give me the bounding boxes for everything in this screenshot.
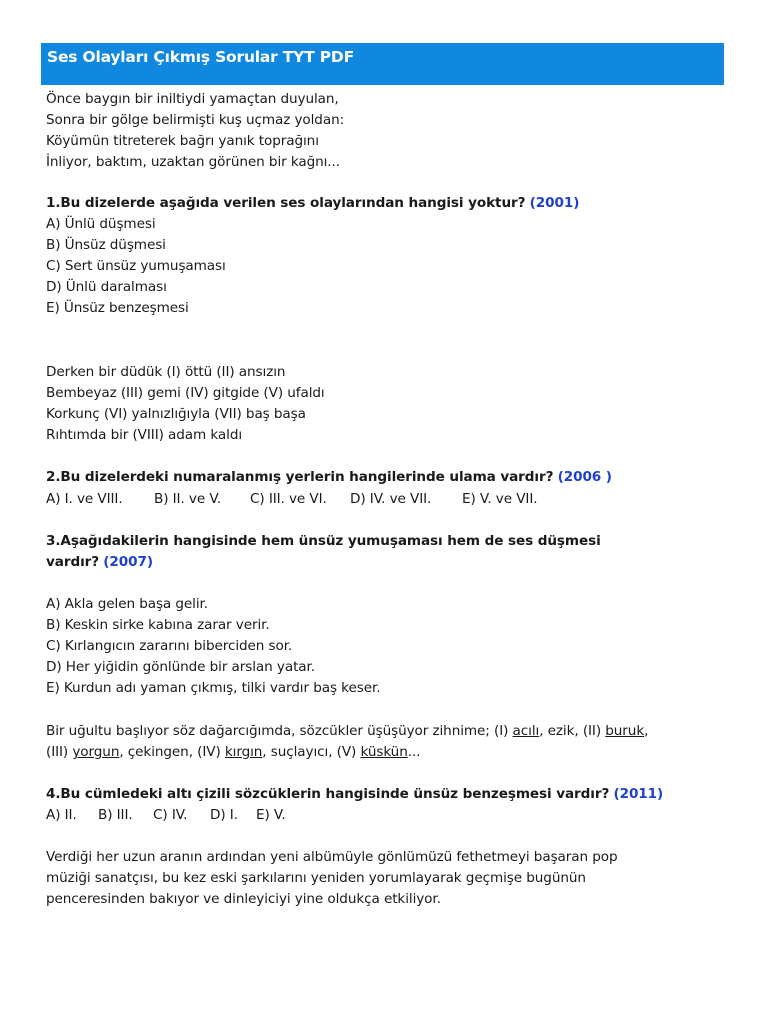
answer-option: A) Ünlü düşmesi [46,216,156,232]
question-4-text: 4.Bu cümledeki altı çizili sözcüklerin hangisinde ünsüz benzeşmesi vardır? [46,786,610,802]
question-3-line-2 [46,552,153,572]
passage-5-line: müziği sanatçısı, bu kez eski şarkılarını yeniden yorumlayarak geçmişe bugünün [46,870,586,886]
poem2-line: Derken bir düdük (I) öttü (II) ansızın [46,364,286,380]
answer-option: E) V. [256,807,286,823]
question-1 [46,193,579,213]
poem1-line: Köyümün titreterek bağrı yanık toprağını [46,133,319,149]
question-2-text: 2.Bu dizelerdeki numaralanmış yerlerin hangilerinde ulama vardır? [46,469,554,485]
question-1-text: 1.Bu dizelerde aşağıda verilen ses olaylarından hangisi yoktur? [46,195,526,211]
passage-text: , çekingen, (IV) [119,744,225,760]
question-3-line-1 [46,531,601,551]
answer-option: A) I. ve VIII. [46,491,123,507]
question-3-year: (2007) [103,554,153,570]
answer-option: E) Ünsüz benzeşmesi [46,300,189,316]
passage-text: , [644,723,649,739]
question-3-text: vardır? [46,554,100,570]
underlined-word: yorgun [72,744,120,760]
passage-text: , ezik, (II) [539,723,606,739]
question-4-options [46,805,286,825]
answer-option: B) Keskin sirke kabına zarar verir. [46,617,270,633]
question-1-year: (2001) [529,195,580,211]
answer-option: C) Sert ünsüz yumuşaması [46,258,226,274]
answer-option: E) Kurdun adı yaman çıkmış, tilki vardır baş keser. [46,680,381,696]
passage-text: Bir uğultu başlıyor söz dağarcığımda, sözcükler üşüşüyor zihnime; (I) [46,723,513,739]
question-2 [46,467,612,487]
answer-option: B) II. ve V. [154,491,222,507]
question-3-text: 3.Aşağıdakilerin hangisinde hem ünsüz yumuşaması hem de ses düşmesi [46,533,601,549]
answer-option: C) III. ve VI. [250,491,327,507]
passage-text: , suçlayıcı, (V) [262,744,361,760]
answer-option: D) I. [210,807,238,823]
question-4-year: (2011) [613,786,664,802]
passage-4-line-1 [46,721,648,741]
underlined-word: buruk [605,723,645,739]
passage-text: (III) [46,744,73,760]
question-2-year: (2006 ) [557,469,612,485]
passage-text: ... [407,744,421,760]
poem1-line: İnliyor, baktım, uzaktan görünen bir kağnı... [46,154,340,170]
answer-option: A) Akla gelen başa gelir. [46,596,208,612]
answer-option: D) IV. ve VII. [350,491,432,507]
passage-5-line: Verdiği her uzun aranın ardından yeni albümüyle gönlümüzü fethetmeyi başaran pop [46,849,618,865]
answer-option: E) V. ve VII. [462,491,538,507]
poem1-line: Sonra bir gölge belirmişti kuş uçmaz yoldan: [46,112,345,128]
underlined-word: kırgın [224,744,263,760]
poem1-line: Önce baygın bir iniltiydi yamaçtan duyulan, [46,91,339,107]
question-2-options [46,489,537,509]
answer-option: B) Ünsüz düşmesi [46,237,166,253]
page-title: Ses Olayları Çıkmış Sorular TYT PDF [47,48,354,66]
answer-option: C) Kırlangıcın zararını biberciden sor. [46,638,293,654]
underlined-word: acılı [512,723,540,739]
poem2-line: Bembeyaz (III) gemi (IV) gitgide (V) ufaldı [46,385,325,401]
passage-5-line: penceresinden bakıyor ve dinleyiciyi yine oldukça etkiliyor. [46,891,441,907]
answer-option: A) II. [46,807,77,823]
poem2-line: Rıhtımda bir (VIII) adam kaldı [46,427,243,443]
passage-4-line-2 [46,742,420,762]
answer-option: C) IV. [153,807,188,823]
title-banner [41,43,724,85]
underlined-word: küskün [360,744,408,760]
answer-option: B) III. [98,807,133,823]
poem2-line: Korkunç (VI) yalnızlığıyla (VII) baş başa [46,406,306,422]
answer-option: D) Her yiğidin gönlünde bir arslan yatar. [46,659,315,675]
question-4 [46,784,663,804]
answer-option: D) Ünlü daralması [46,279,167,295]
